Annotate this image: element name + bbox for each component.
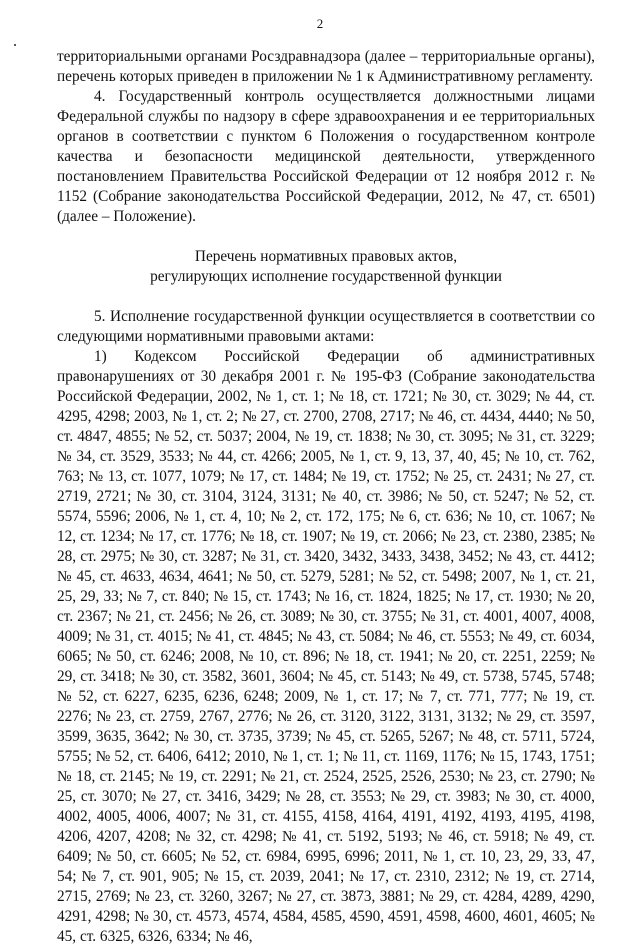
paragraph-5: 5. Исполнение государственной функции осуществляется в соответствии со следующими нормативными правовыми актами: xyxy=(57,308,595,345)
spacer xyxy=(57,287,595,307)
paragraph-4: 4. Государственный контроль осуществляется должностными лицами Федеральной службы по надзору в сфере здравоохранения и ее территориальных органов в соответствии с пунктом 6 Положения о государственном контроле качества и безопасности медицинской деятельности, утвержденного постановлением Правительства Российской Федерации от 12 ноября 2012 г. № 1152 (Собрание законодательства Российской Федерации, 2012, № 47, ст. 6501) (далее – Положение). xyxy=(57,88,595,225)
section-heading: Перечень нормативных правовых актов, регулирующих исполнение государственной функции xyxy=(150,248,502,285)
paragraph-5-item-1: 1) Кодексом Российской Федерации об административных правонарушениях от 30 декабря 2001 г. № 195-ФЗ (Собрание законодательства Российской Федерации, 2002, № 1, ст. 1; № 18, ст. 1721; № 30, ст. 3029; № 44, ст. 4295, 4298; 2003, № 1, ст. 2; № 27, ст. 2700, 2708, 2717; № 46, ст. 4434, 4440; № 50, ст. 4847, 4855; № 52, ст. 5037; 2004, № 19, ст. 1838; № 30, ст. 3095; № 31, ст. 3229; № 34, ст. 3529, 3533; № 44, ст. 4266; 2005, № 1, ст. 9, 13, 37, 40, 45; № 10, ст. 762, 763; № 13, ст. 1077, 1079; № 17, ст. 1484; № 19, ст. 1752; № 25, ст. 2431; № 27, ст. 2719, 2721; № 30, ст. 3104, 3124, 3131; № 40, ст. 3986; № 50, ст. 5247; № 52, ст. 5574, 5596; 2006, № 1, ст. 4, 10; № 2, ст. 172, 175; № 6, ст. 636; № 10, ст. 1067; № 12, ст. 1234; № 17, ст. 1776; № 18, ст. 1907; № 19, ст. 2066; № 23, ст. 2380, 2385; № 28, ст. 2975; № 30, ст. 3287; № 31, ст. 3420, 3432, 3433, 3438, 3452; № 43, ст. 4412; № 45, ст. 4633, 4634, 4641; № 50, ст. 5279, 5281; № 52, ст. 5498; 2007, № 1, ст. 21, 25, 29, 33; № 7, ст. 840; № 15, ст. 1743; № 16, ст. 1824, 1825; № 17, ст. 1930; № 20, ст. 2367; № 21, ст. 2456; № 26, ст. 3089; № 30, ст. 3755; № 31, ст. 4001, 4007, 4008, 4009; № 31, ст. 4015; № 41, ст. 4845; № 43, ст. 5084; № 46, ст. 5553; № 49, ст. 6034, 6065; № 50, ст. 6246; 2008, № 10, ст. 896; № 18, ст. 1941; № 20, ст. 2251, 2259; № 29, ст. 3418; № 30, ст. 3582, 3601, 3604; № 45, ст. 5143; № 49, ст. 5738, 5745, 5748; № 52, ст. 6227, 6235, 6236, 6248; 2009, № 1, ст. 17; № 7, ст. 771, 777; № 19, ст. 2276; № 23, ст. 2759, 2767, 2776; № 26, ст. 3120, 3122, 3131, 3132; № 29, ст. 3597, 3599, 3635, 3642; № 30, ст. 3735, 3739; № 45, ст. 5265, 5267; № 48, ст. 5711, 5724, 5755; № 52, ст. 6406, 6412; 2010, № 1, ст. 1; № 11, ст. 1169, 1176; № 15, 1743, 1751; № 18, ст. 2145; № 19, ст. 2291; № 21, ст. 2524, 2525, 2526, 2530; № 23, ст. 2790; № 25, ст. 3070; № 27, ст. 3416, 3429; № 28, ст. 3553; № 29, ст. 3983; № 30, ст. 4000, 4002, 4005, 4006, 4007; № 31, ст. 4155, 4158, 4164, 4191, 4192, 4193, 4195, 4198, 4206, 4207, 4208; № 32, ст. 4298; № 41, ст. 5192, 5193; № 46, ст. 5918; № 49, ст. 6409; № 50, ст. 6605; № 52, ст. 6984, 6995, 6996; 2011, № 1, ст. 10, 23, 29, 33, 47, 54; № 7, ст. 901, 905; № 15, ст. 2039, 2041; № 17, ст. 2310, 2312; № 19, ст. 2714, 2715, 2769; № 23, ст. 3260, 3267; № 27, ст. 3873, 3881; № 29, ст. 4284, 4289, 4290, 4291, 4298; № 30, ст. 4573, 4574, 4584, 4585, 4590, 4591, 4598, 4600, 4601, 4605; № 45, ст. 6325, 6326, 6334; № 46, xyxy=(57,348,595,945)
page-number: 2 xyxy=(316,16,324,31)
scan-speck xyxy=(14,44,16,46)
spacer xyxy=(57,227,595,247)
paragraph-continuation: территориальными органами Росздравнадзора (далее – территориальные органы), перечень которых приведен в приложении № 1 к Административному регламенту. xyxy=(57,48,595,85)
document-body xyxy=(57,47,595,947)
